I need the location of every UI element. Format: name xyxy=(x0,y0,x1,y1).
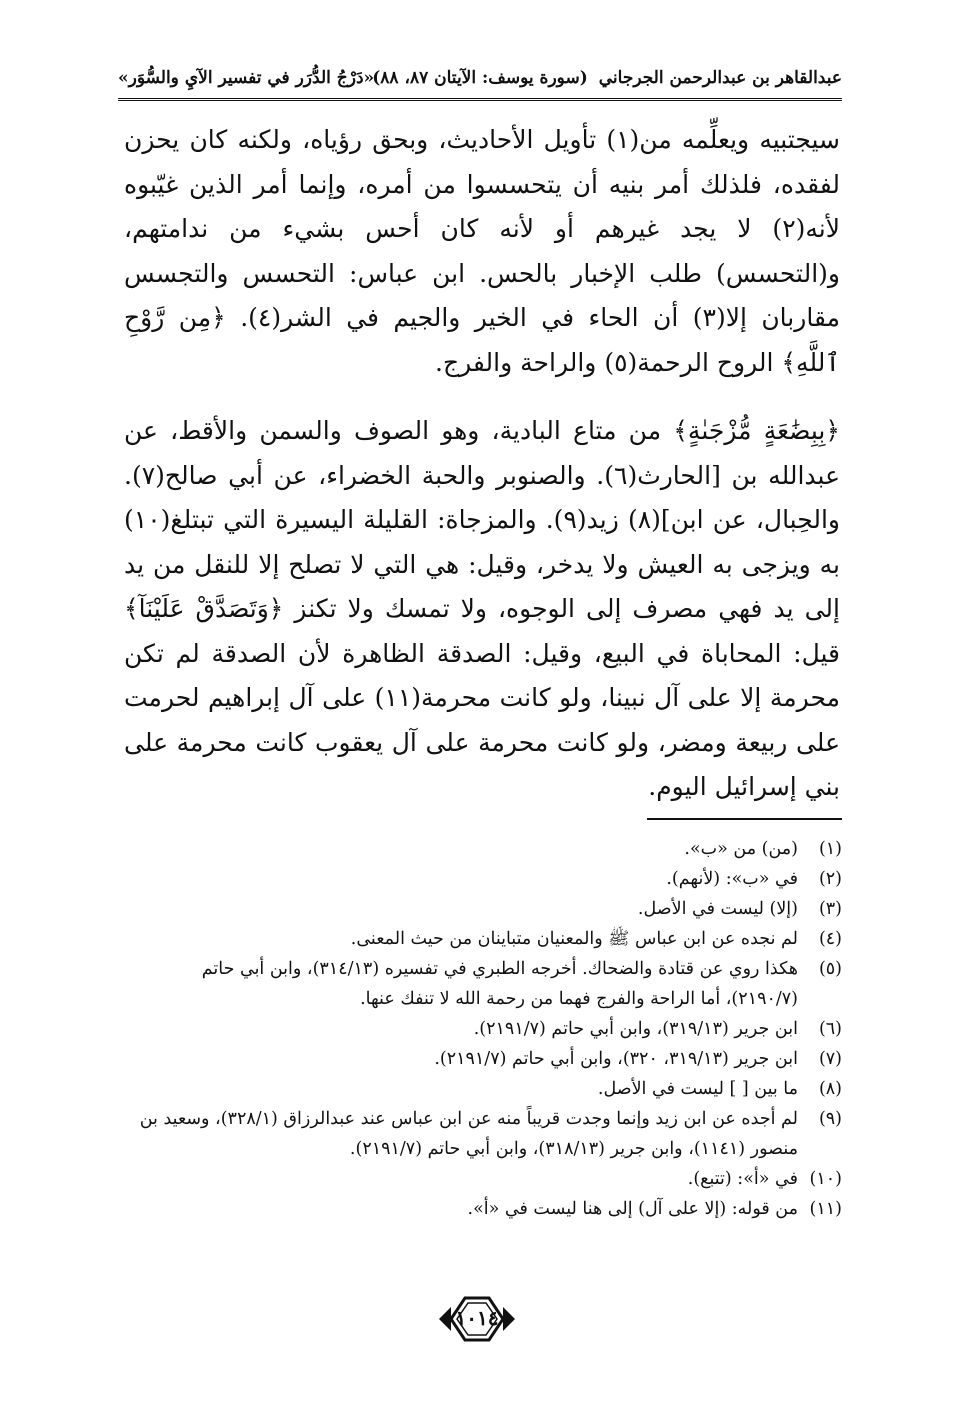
footnote-number: (٤) xyxy=(818,929,842,949)
paragraph: سيجتبيه ويعلِّمه من(١) تأويل الأحاديث، وبحق رؤياه، ولكنه كان يحزن لفقده، فلذلك أمر بنيه أن يتحسسوا من أمره، وإنما أمر الذين غيّبوه لأنه(٢) لا يجد غيرهم أو لأنه كان أحس بشيء من ندامتهم، و(التحسس) طلب الإخبار بالحس. ابن عباس: التحسس والتجسس مقاربان إلا(٣) أن الحاء في الخير والجيم في الشر(٤). ﴿مِن رَّوْحِ ٱللَّهِ﴾ الروح الرحمة(٥) والراحة والفرج. xyxy=(124,125,840,377)
footnote-separator xyxy=(647,818,842,820)
footnote-item xyxy=(124,1104,842,1164)
header-rule xyxy=(118,98,842,101)
footnote-text: ما بين [ ] ليست في الأصل. xyxy=(597,1079,798,1099)
footnote-text: ابن جرير (٣١٩/١٣، ٣٢٠)، وابن أبي حاتم (٢١٩١/٧). xyxy=(434,1049,798,1069)
footnotes xyxy=(124,834,842,1224)
footnote-number: (٦) xyxy=(818,1019,842,1039)
footnote-number: (١١) xyxy=(809,1199,842,1219)
footnote-text: (إلا) ليست في الأصل. xyxy=(637,899,798,919)
header-book-title: «دَرْجُ الدُّرَر في تفسير الآيِ والسُّوَر» xyxy=(118,68,375,88)
footnote-number: (٥) xyxy=(818,959,842,979)
main-text xyxy=(124,118,840,834)
footnote-item xyxy=(124,924,842,954)
footnote-item xyxy=(124,1194,842,1224)
footnote-text: من قوله: (إلا على آل) إلى هنا ليست في «أ». xyxy=(467,1199,798,1219)
footnote-number: (١) xyxy=(818,839,842,859)
footnote-item xyxy=(124,864,842,894)
footnote-text: في «ب»: (لأنهم). xyxy=(666,869,798,889)
footnote-number: (٩) xyxy=(818,1109,842,1129)
footnote-number: (٢) xyxy=(818,869,842,889)
footnote-number: (٣) xyxy=(818,899,842,919)
footnote-item xyxy=(124,954,842,1014)
footnote-number: (١٠) xyxy=(809,1169,842,1189)
footnote-text: (من) من «ب». xyxy=(684,839,798,859)
footnote-text: لم نجده عن ابن عباس ﷺ والمعنيان متباينان من حيث المعنى. xyxy=(350,929,798,949)
running-header xyxy=(118,62,842,92)
page-number-ornament xyxy=(437,1292,517,1346)
footnote-number: (٨) xyxy=(818,1079,842,1099)
footnote-item xyxy=(124,834,842,864)
header-author: عبدالقاهر بن عبدالرحمن الجرجاني xyxy=(598,68,842,88)
footnote-item xyxy=(124,1074,842,1104)
footnote-number: (٧) xyxy=(818,1049,842,1069)
footnote-item xyxy=(124,1044,842,1074)
page-number: ١٠١٤ xyxy=(455,1306,499,1330)
footnote-item xyxy=(124,1164,842,1194)
footnote-item xyxy=(124,894,842,924)
header-surah-reference: (سورة يوسف: الآيتان ٨٧، ٨٨) xyxy=(372,68,588,88)
footnote-item xyxy=(124,1014,842,1044)
footnote-text: هكذا روي عن قتادة والضحاك. أخرجه الطبري في تفسيره (٣١٤/١٣)، وابن أبي حاتم (٢١٩٠/٧)، أما الراحة والفرج فهما من رحمة الله لا تنفك عنها. xyxy=(201,959,798,1009)
paragraph: ﴿بِبِضَٰعَةٍ مُّزْجَىٰةٍ﴾ من متاع البادية، وهو الصوف والسمن والأقط، عن عبدالله بن [الحارث(٦). والصنوبر والحبة الخضراء، عن أبي صالح(٧). والحِبال، عن ابن](٨) زيد(٩). والمزجاة: القليلة اليسيرة التي تبتلغ(١٠) به ويزجى به العيش ولا يدخر، وقيل: هي التي لا تصلح إلا للنقل من يد إلى يد فهي مصرف إلى الوجوه، ولا تمسك ولا تكنز ﴿وَتَصَدَّقْ عَلَيْنَآ﴾ قيل: المحاباة في البيع، وقيل: الصدقة الظاهرة لأن الصدقة لم تكن محرمة إلا على آل نبينا، ولو كانت محرمة(١١) على آل إبراهيم لحرمت على ربيعة ومضر، ولو كانت محرمة على آل يعقوب كانت محرمة على بني إسرائيل اليوم. xyxy=(124,416,841,801)
footnote-text: ابن جرير (٣١٩/١٣)، وابن أبي حاتم (٢١٩١/٧). xyxy=(473,1019,798,1039)
footnote-text: في «أ»: (تتبع). xyxy=(687,1169,798,1189)
footnote-text: لم أجده عن ابن زيد وإنما وجدت قريباً منه عن ابن عباس عند عبدالرزاق (٣٢٨/١)، وسعيد بن منصور (١١٤١)، وابن جرير (٣١٨/١٣)، وابن أبي حاتم (٢١٩١/٧). xyxy=(139,1109,798,1159)
